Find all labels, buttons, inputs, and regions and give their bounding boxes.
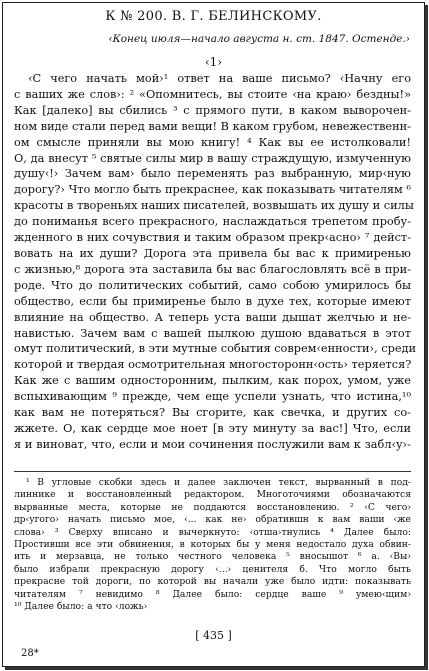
footnote-line: др‹угого› начать письмо мое, ‹... как не› обратившн к вам ваши ‹же xyxy=(14,514,411,526)
letter-heading: К № 200. В. Г. БЕЛИНСКОМУ. xyxy=(105,9,322,24)
body-line: красоты в твореньях наших писателей, возвышать их душу и силы xyxy=(14,199,414,213)
body-line: роде. Что до политических событий, само собою умирилось бы xyxy=(14,278,411,292)
body-line: навистью. Зачем вам с вашей пылкою душою вдаваться в этот xyxy=(14,326,411,340)
body-line: ом смысле приняли вы мою книгу! ⁴ Как вы ее истолковали! xyxy=(14,135,411,149)
footnote-line: Простивши все эти обвинения, в которых бы у меня недостало духа обвин- xyxy=(14,539,411,551)
footnote-divider xyxy=(14,471,411,472)
body-line: О, да внесут ⁵ святые силы мир в вашу страждущую, измученную xyxy=(14,151,411,165)
body-line: жжете. О, как сердце мое ноет [в эту минуту за вас!] Что, если xyxy=(14,421,411,435)
body-line: душу‹!› Зачем вам› было переменять раз выбранную, мир‹ную xyxy=(14,167,411,181)
dateline: ‹Конец июля—начало августа н. ст. 1847. Остенде.› xyxy=(108,33,410,45)
body-line: я и виноват, что, если и мои сочинения послужили вам к забл‹у›- xyxy=(14,437,411,451)
page-number: [ 435 ] xyxy=(195,629,232,642)
footnote-line: было избрали прекрасную дорогу ‹...› ценителя б. Что могло быть xyxy=(14,563,411,575)
body-line: вовать на их души? Дорога эта привела бы вас к примиренью xyxy=(14,246,411,260)
body-line: Как [далеко] вы сбились ³ с прямого пути, в каком выворочен- xyxy=(14,103,411,117)
footnote-line: ¹⁰ Далее было: а что ‹ложь› xyxy=(14,601,148,613)
body-line: с ваших же слов›: ² «Опомнитесь, вы стоите ‹на краю› бездны!» xyxy=(14,87,411,101)
footnote-line: ¹ В угловые скобки здесь и далее заключен текст, вырванный в под- xyxy=(26,477,411,488)
body-line: с жизнью,⁸ дорога эта заставила бы вас благословлять всё в при- xyxy=(14,262,411,276)
footnotes xyxy=(14,477,411,613)
body-line: жденного в них сочувствия и таким образом прекр‹асно› ⁷ дейст- xyxy=(14,231,411,245)
body-line: Как же с вашим односторонним, пылким, как порох, умом, уже xyxy=(14,374,411,388)
body-line: дорогу?› Что могло быть прекраснее, как показывать читателям ⁶ xyxy=(14,183,411,197)
footnote-line: слова› ³ Сверху вписано и вычеркнуто: ‹отша›тнулись ⁴ Далее было: xyxy=(14,526,411,538)
footnote-line: ить и мерзавца, не только честного человека ⁵ вносышот ⁶ а. ‹Вы› xyxy=(14,551,411,563)
letter-body xyxy=(14,71,417,453)
footnote-line: вырванные места, которые не поддаются восстановлению. ² ‹С чего› xyxy=(14,501,411,513)
body-line: вспыхивающим ⁹ прежде, чем еще успели узнать, что истина,¹⁰ xyxy=(14,390,411,404)
body-line: как вам не потеряться? Вы сгорите, как свечка, и других со- xyxy=(14,406,411,420)
body-line: до пониманья всего прекрасного, наслаждаться трепетом пробу- xyxy=(14,215,411,229)
printer-signature: 28* xyxy=(21,648,39,659)
body-line: общество, если бы примиренье было в духе тех, которые имеют xyxy=(14,294,411,308)
body-line: которой и твердая осмотрительная многосторонн‹ость› теряется? xyxy=(14,358,412,372)
body-line: ном виде стали перед вами вещи! В каком грубом, невежественн- xyxy=(14,119,411,133)
document-page xyxy=(2,2,425,667)
body-line: влияние на общество. А теперь уста ваши дышат желчью и не- xyxy=(14,310,411,324)
body-line: омут политический, в эти мутные события соврем‹енности›, среди xyxy=(14,342,417,356)
footnote-line: читателям ⁷ невидимо ⁸ Далее было: сердце ваше ⁹ умею‹щим› xyxy=(14,588,411,600)
footnote-line: линнике и восстановленный редактором. Многоточиями обозначаются xyxy=(14,489,411,501)
section-number: ‹1› xyxy=(204,55,223,69)
body-line: ‹С чего начать мой›¹ ответ на ваше письмо? ‹Начну его xyxy=(28,72,411,85)
footnote-line: прекрасне той дороги, по которой вы начали уже было идти: показывать xyxy=(14,576,411,588)
